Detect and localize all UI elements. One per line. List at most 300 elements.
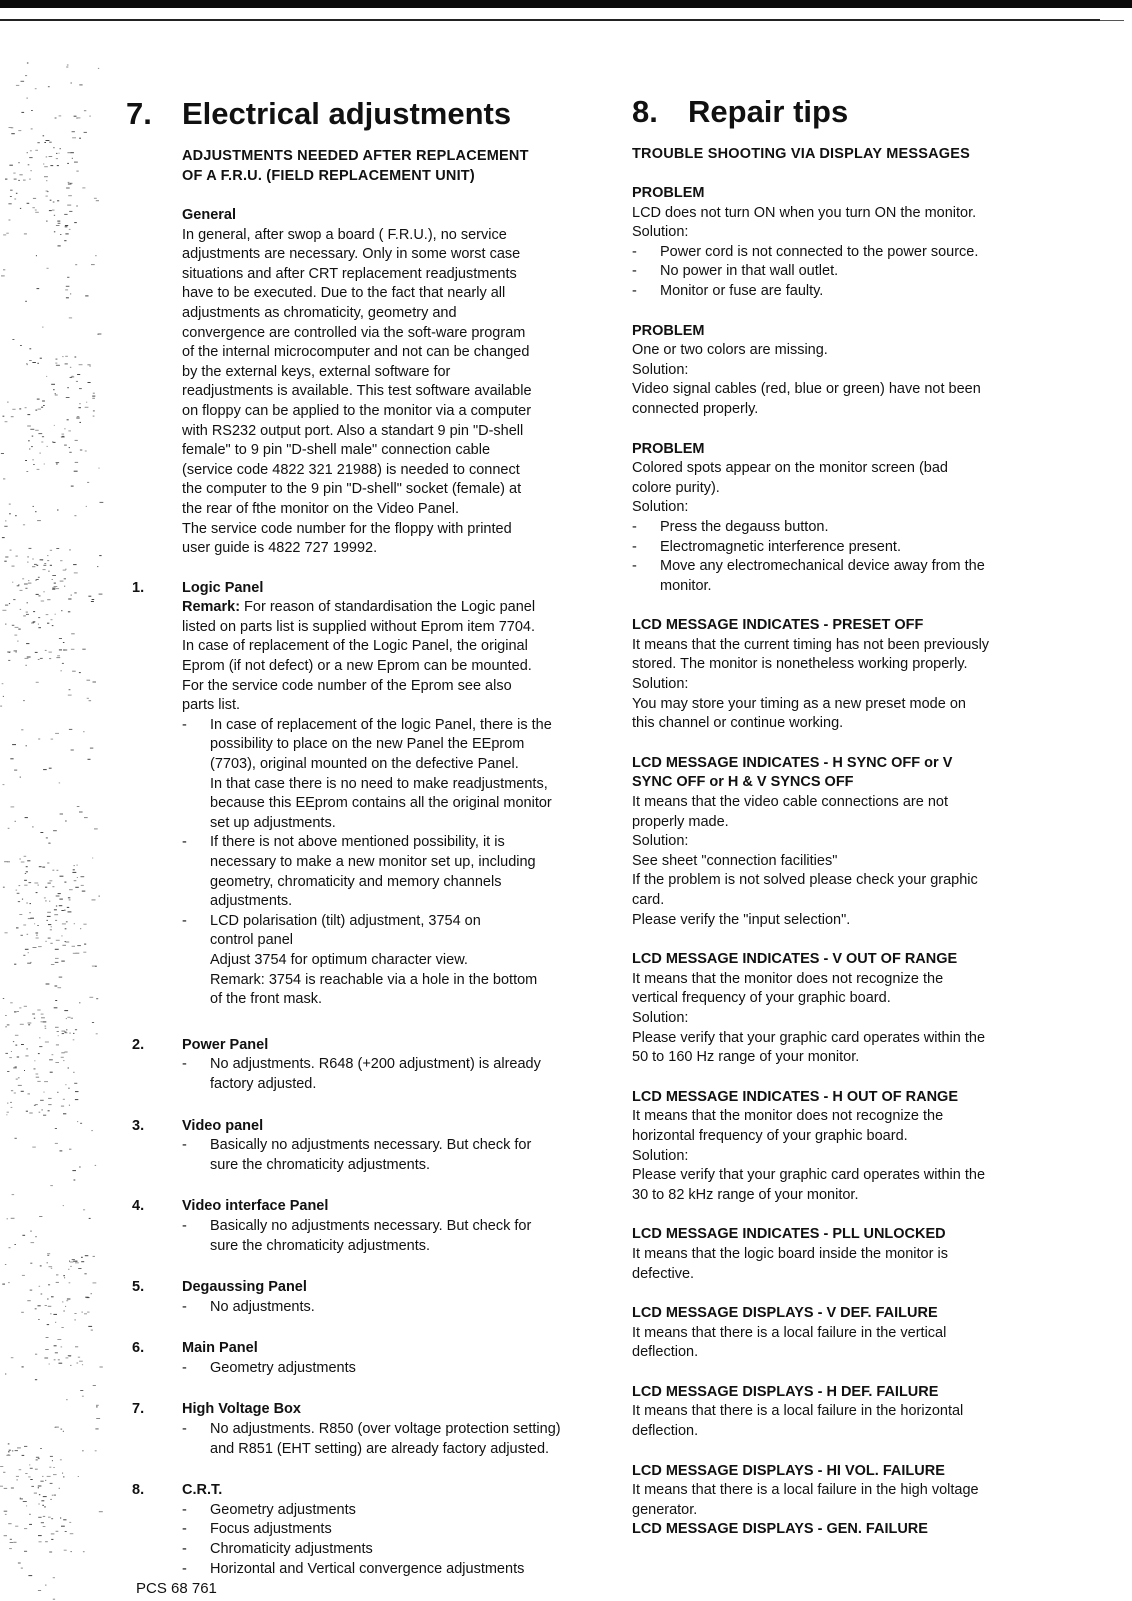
scan-speck bbox=[41, 1500, 44, 1501]
scan-speck bbox=[53, 1314, 57, 1315]
scan-speck bbox=[9, 603, 10, 604]
scan-speck bbox=[49, 156, 53, 157]
scan-speck bbox=[81, 885, 84, 886]
scan-speck bbox=[57, 1031, 59, 1032]
scan-speck bbox=[22, 1455, 25, 1456]
scan-speck bbox=[49, 768, 52, 769]
scan-speck bbox=[48, 1284, 50, 1285]
scan-speck bbox=[95, 966, 97, 967]
scan-speck bbox=[22, 1275, 25, 1276]
scan-speck bbox=[67, 1017, 70, 1018]
scan-speck bbox=[34, 1018, 35, 1019]
scan-speck bbox=[9, 1057, 12, 1058]
scan-speck bbox=[57, 200, 59, 201]
scan-speck bbox=[22, 578, 24, 579]
scan-speck bbox=[23, 925, 26, 926]
block-line: Please verify that your graphic card operates within the bbox=[632, 1029, 986, 1046]
scan-speck bbox=[48, 1110, 50, 1111]
scan-speck bbox=[39, 1037, 40, 1038]
block-heading: LCD MESSAGE DISPLAYS - V DEF. FAILURE bbox=[632, 1305, 938, 1322]
scan-speck bbox=[34, 1493, 37, 1494]
scan-speck bbox=[28, 580, 29, 581]
scan-speck bbox=[21, 935, 23, 936]
scan-speck bbox=[56, 657, 60, 658]
scan-speck bbox=[69, 452, 71, 453]
scan-speck bbox=[96, 998, 98, 999]
scan-speck bbox=[55, 920, 57, 921]
scan-speck bbox=[85, 407, 89, 408]
scan-speck bbox=[56, 225, 60, 226]
scan-speck bbox=[86, 1297, 89, 1298]
scan-speck bbox=[63, 1275, 65, 1276]
scan-speck bbox=[46, 984, 50, 985]
scan-speck bbox=[11, 1107, 13, 1108]
item-line: Eprom (if not defect) or a new Eprom can be mounted. bbox=[182, 658, 532, 675]
scan-speck bbox=[58, 893, 61, 894]
bullet-text bbox=[210, 716, 606, 834]
scan-speck bbox=[12, 339, 14, 340]
scan-speck bbox=[63, 1099, 65, 1100]
scan-speck bbox=[51, 1533, 55, 1534]
bullet-line: Chromaticity adjustments bbox=[210, 1541, 373, 1558]
scan-speck bbox=[31, 1486, 34, 1487]
scan-speck bbox=[56, 365, 60, 366]
scan-speck bbox=[15, 1138, 17, 1139]
scan-speck bbox=[84, 1313, 87, 1314]
bullet-line: Focus adjustments bbox=[210, 1521, 332, 1538]
dash-bullet bbox=[182, 1560, 606, 1580]
scan-speck bbox=[0, 1486, 3, 1487]
scan-speck bbox=[37, 520, 41, 521]
bullet-line: LCD polarisation (tilt) adjustment, 3754 on bbox=[210, 912, 481, 929]
scan-speck bbox=[21, 112, 24, 113]
scan-speck bbox=[79, 388, 82, 389]
scan-speck bbox=[49, 210, 52, 211]
scan-speck bbox=[52, 442, 54, 443]
scan-speck bbox=[20, 590, 23, 591]
scan-speck bbox=[30, 1231, 31, 1232]
bullet-text bbox=[210, 1217, 606, 1256]
bullet-line: In that case there is no need to make readjustments, bbox=[210, 775, 548, 792]
scan-speck bbox=[15, 515, 17, 516]
scan-speck bbox=[18, 1085, 22, 1086]
scan-speck bbox=[43, 1496, 47, 1497]
block-line: Solution: bbox=[632, 1009, 689, 1026]
general-line: readjustments is available. This test software available bbox=[182, 383, 532, 400]
scan-speck bbox=[54, 1345, 57, 1346]
scan-speck bbox=[30, 170, 32, 171]
scan-speck bbox=[45, 1349, 49, 1350]
scan-speck bbox=[36, 1077, 39, 1078]
scan-speck bbox=[34, 923, 35, 924]
adjustment-item bbox=[126, 579, 606, 1010]
scan-speck bbox=[33, 198, 36, 199]
bullet-text bbox=[210, 1560, 606, 1580]
scan-speck bbox=[7, 1024, 10, 1025]
scan-speck bbox=[66, 1357, 69, 1358]
scan-speck bbox=[71, 633, 75, 634]
scan-speck bbox=[24, 1006, 27, 1007]
scan-speck bbox=[36, 938, 39, 939]
scan-speck bbox=[56, 1282, 59, 1283]
scan-speck bbox=[51, 1296, 54, 1297]
dash-bullet bbox=[182, 1055, 606, 1094]
scan-speck bbox=[40, 832, 43, 833]
scan-speck bbox=[38, 1535, 42, 1536]
scan-speck bbox=[44, 464, 45, 465]
scan-speck bbox=[25, 1473, 27, 1474]
scan-speck bbox=[91, 601, 94, 602]
bullet-line: factory adjusted. bbox=[210, 1075, 317, 1092]
scan-speck bbox=[50, 943, 52, 944]
scan-speck bbox=[31, 1242, 35, 1243]
scan-speck bbox=[56, 1044, 59, 1045]
scan-speck bbox=[14, 179, 17, 180]
bullet-text bbox=[210, 1359, 606, 1379]
scan-speck bbox=[79, 422, 81, 423]
scan-speck bbox=[37, 363, 39, 364]
scan-speck bbox=[68, 184, 72, 185]
scan-speck bbox=[54, 1007, 58, 1008]
scan-speck bbox=[11, 1218, 15, 1219]
scan-speck bbox=[44, 897, 46, 898]
scan-speck bbox=[17, 1011, 19, 1012]
troubleshooting-block bbox=[632, 1462, 1102, 1521]
scan-speck bbox=[36, 255, 37, 256]
dash-mark: - bbox=[182, 1541, 187, 1558]
scan-speck bbox=[60, 234, 61, 235]
bullet-text bbox=[210, 1520, 606, 1540]
block-line: It means that the video cable connections are not bbox=[632, 794, 948, 811]
scan-speck bbox=[64, 910, 65, 911]
scan-speck bbox=[17, 585, 20, 586]
block-line: vertical frequency of your graphic board. bbox=[632, 990, 891, 1007]
scan-speck bbox=[41, 442, 43, 443]
scan-speck bbox=[36, 935, 38, 936]
scan-speck bbox=[11, 1090, 13, 1091]
scan-speck bbox=[41, 1017, 45, 1018]
adjustment-item bbox=[126, 1197, 606, 1256]
scan-speck bbox=[49, 658, 51, 659]
scan-speck bbox=[73, 865, 75, 866]
scan-speck bbox=[74, 592, 76, 593]
scan-speck bbox=[64, 214, 67, 215]
scan-speck bbox=[79, 812, 83, 813]
scan-speck bbox=[70, 377, 73, 378]
scan-speck bbox=[12, 409, 15, 410]
scan-speck bbox=[23, 180, 26, 181]
scan-speck bbox=[73, 564, 77, 565]
bullet-line: Basically no adjustments necessary. But check for bbox=[210, 1217, 532, 1234]
scan-speck bbox=[48, 86, 50, 87]
block-heading: LCD MESSAGE INDICATES - PRESET OFF bbox=[632, 617, 924, 634]
scan-speck bbox=[76, 118, 78, 119]
scan-speck bbox=[27, 414, 30, 415]
scan-speck bbox=[15, 1045, 17, 1046]
general-label: General bbox=[182, 207, 236, 223]
scan-speck bbox=[54, 231, 55, 232]
scan-speck bbox=[77, 374, 80, 375]
scan-speck bbox=[55, 393, 56, 394]
scan-speck bbox=[58, 1359, 60, 1360]
scan-speck bbox=[3, 998, 4, 999]
bullet-line: (7703), original mounted on the defective Panel. bbox=[210, 756, 519, 773]
scan-speck bbox=[53, 147, 55, 148]
scan-speck bbox=[99, 1511, 103, 1512]
block-heading: LCD MESSAGE INDICATES - H OUT OF RANGE bbox=[632, 1088, 958, 1105]
scan-speck bbox=[69, 447, 70, 448]
troubleshooting-subheading: TROUBLE SHOOTING VIA DISPLAY MESSAGES bbox=[632, 146, 970, 162]
scan-speck bbox=[92, 599, 95, 600]
scan-speck bbox=[67, 419, 69, 420]
adjustment-item bbox=[126, 1036, 606, 1095]
top-rule-end bbox=[1100, 20, 1124, 21]
scan-speck bbox=[41, 1294, 43, 1295]
scan-speck bbox=[75, 264, 77, 265]
scan-speck bbox=[69, 229, 71, 230]
scan-speck bbox=[53, 1467, 55, 1468]
scan-speck bbox=[33, 947, 37, 948]
block-line: stored. The monitor is nonetheless working properly. bbox=[632, 656, 968, 673]
scan-speck bbox=[63, 642, 65, 643]
scan-speck bbox=[58, 1035, 59, 1036]
general-line: (service code 4822 321 21988) is needed to connect bbox=[182, 461, 520, 478]
scan-speck bbox=[56, 588, 59, 589]
scan-speck bbox=[36, 892, 38, 893]
scan-speck bbox=[56, 464, 58, 465]
scan-speck bbox=[16, 1476, 19, 1477]
scan-speck bbox=[73, 1261, 77, 1262]
scan-speck bbox=[27, 963, 31, 964]
dash-mark: - bbox=[182, 1137, 187, 1154]
scan-speck bbox=[75, 1099, 78, 1100]
scan-speck bbox=[33, 464, 34, 465]
item-body bbox=[182, 579, 606, 1010]
general-line: user guide is 4822 727 19992. bbox=[182, 540, 378, 557]
scan-speck bbox=[12, 1194, 15, 1195]
scan-speck bbox=[36, 1074, 39, 1075]
block-line: It means that there is a local failure in the high voltage bbox=[632, 1482, 979, 1499]
bullet-line: Power cord is not connected to the power source. bbox=[660, 243, 979, 260]
scan-speck bbox=[63, 570, 66, 571]
scan-speck bbox=[24, 584, 28, 585]
scan-speck bbox=[23, 955, 25, 956]
item-body bbox=[182, 1400, 606, 1459]
scan-speck bbox=[27, 860, 30, 861]
block-line: Solution: bbox=[632, 361, 689, 378]
scan-speck bbox=[22, 1235, 25, 1236]
scan-speck bbox=[9, 127, 13, 128]
scan-speck bbox=[66, 1300, 68, 1301]
scan-speck bbox=[32, 362, 36, 363]
scan-speck bbox=[69, 899, 71, 900]
scan-speck bbox=[33, 622, 35, 623]
scan-speck bbox=[19, 174, 22, 175]
bullet-line: geometry, chromaticity and memory channels bbox=[210, 873, 502, 890]
dash-mark: - bbox=[182, 912, 187, 929]
scan-speck bbox=[29, 1113, 32, 1114]
scan-speck bbox=[70, 1533, 74, 1534]
scan-speck bbox=[28, 1023, 32, 1024]
item-number: 6. bbox=[132, 1340, 145, 1357]
scan-speck bbox=[10, 1539, 12, 1540]
scan-speck bbox=[43, 1115, 46, 1116]
dash-bullet bbox=[182, 1136, 606, 1175]
scan-speck bbox=[69, 689, 71, 690]
scan-speck bbox=[39, 1216, 42, 1217]
scan-speck bbox=[55, 1352, 58, 1353]
scan-speck bbox=[50, 929, 52, 930]
scan-speck bbox=[30, 1263, 32, 1264]
block-line: It means that the logic board inside the monitor is bbox=[632, 1245, 948, 1262]
block-line: One or two colors are missing. bbox=[632, 342, 828, 359]
item-number: 3. bbox=[132, 1117, 145, 1134]
scan-speck bbox=[11, 416, 14, 417]
scan-speck bbox=[57, 221, 60, 222]
scan-speck bbox=[13, 1067, 17, 1068]
scan-speck bbox=[74, 1313, 76, 1314]
scan-speck bbox=[64, 578, 66, 579]
scan-speck bbox=[38, 659, 40, 660]
scan-speck bbox=[35, 88, 37, 89]
scan-speck bbox=[29, 548, 32, 549]
scan-speck bbox=[57, 510, 59, 511]
scan-speck bbox=[59, 899, 63, 900]
block-line: Video signal cables (red, blue or green) have not been bbox=[632, 381, 981, 398]
scan-speck bbox=[39, 1046, 42, 1047]
item-line: listed on parts list is supplied without Eprom item 7704. bbox=[182, 618, 536, 635]
scan-speck bbox=[24, 1446, 27, 1447]
scan-speck bbox=[65, 363, 68, 364]
scan-speck bbox=[79, 364, 83, 365]
scan-speck bbox=[55, 733, 59, 734]
scan-speck bbox=[49, 1364, 50, 1365]
scan-speck bbox=[69, 211, 72, 212]
scan-speck bbox=[47, 1262, 48, 1263]
scan-speck bbox=[48, 1306, 52, 1307]
block-line: Solution: bbox=[632, 676, 689, 693]
scan-speck bbox=[12, 582, 13, 583]
scan-speck bbox=[83, 952, 86, 953]
scan-speck bbox=[55, 949, 59, 950]
troubleshooting-block bbox=[632, 1225, 1102, 1284]
scan-speck bbox=[52, 1460, 53, 1461]
scan-speck bbox=[2, 537, 5, 538]
scan-speck bbox=[83, 1551, 85, 1552]
scan-speck bbox=[56, 158, 58, 159]
general-line: of the internal microcomputer and not can be changed bbox=[182, 344, 530, 361]
scan-speck bbox=[70, 1266, 72, 1267]
scan-speck bbox=[8, 828, 10, 829]
scan-speck bbox=[93, 410, 95, 411]
scan-speck bbox=[59, 1488, 60, 1489]
scan-speck bbox=[35, 212, 39, 213]
scan-speck bbox=[28, 583, 32, 584]
block-line: Solution: bbox=[632, 833, 689, 850]
scan-speck bbox=[31, 623, 34, 624]
scan-speck bbox=[45, 1541, 48, 1542]
scan-speck bbox=[74, 572, 78, 573]
scan-speck bbox=[60, 814, 63, 815]
section-number: 7. bbox=[126, 96, 152, 131]
scan-speck bbox=[65, 1084, 66, 1085]
scan-speck bbox=[46, 221, 47, 222]
scan-speck bbox=[38, 595, 40, 596]
scan-speck bbox=[93, 1282, 97, 1283]
scan-speck bbox=[24, 885, 27, 886]
scan-speck bbox=[35, 652, 38, 653]
scan-speck bbox=[26, 98, 28, 99]
scan-speck bbox=[10, 190, 13, 191]
scan-speck bbox=[88, 596, 91, 597]
scan-speck bbox=[64, 1052, 67, 1053]
scan-speck bbox=[53, 202, 55, 203]
scan-speck bbox=[44, 166, 48, 167]
scan-speck bbox=[6, 1455, 10, 1456]
scan-speck bbox=[55, 1062, 59, 1063]
scan-speck bbox=[83, 1209, 85, 1210]
scan-speck bbox=[38, 409, 41, 410]
scan-speck bbox=[35, 430, 39, 431]
scan-speck bbox=[51, 384, 55, 385]
scan-speck bbox=[35, 1379, 37, 1380]
scan-speck bbox=[60, 581, 64, 582]
scan-speck bbox=[51, 1268, 52, 1269]
scan-speck bbox=[79, 1167, 81, 1168]
scan-speck bbox=[82, 1364, 83, 1365]
scan-speck bbox=[56, 359, 58, 360]
scan-speck bbox=[42, 327, 43, 328]
scan-speck bbox=[63, 1060, 64, 1061]
scan-speck bbox=[52, 870, 54, 871]
scan-speck bbox=[46, 376, 47, 377]
dash-mark: - bbox=[632, 518, 637, 535]
scan-speck bbox=[43, 135, 45, 136]
scan-speck bbox=[78, 1476, 79, 1477]
bullet-line: If there is not above mentioned possibility, it is bbox=[210, 834, 505, 851]
scan-speck bbox=[13, 173, 15, 174]
bullet-line: No adjustments. R648 (+200 adjustment) is already bbox=[210, 1056, 541, 1073]
scan-speck bbox=[47, 863, 49, 864]
scan-speck bbox=[72, 137, 76, 138]
scan-speck bbox=[41, 1109, 43, 1110]
scan-speck bbox=[46, 920, 48, 921]
scan-speck bbox=[51, 619, 53, 620]
scan-speck bbox=[67, 1299, 71, 1300]
scan-speck bbox=[59, 649, 62, 650]
dash-bullet bbox=[182, 912, 606, 1010]
scan-speck bbox=[20, 1024, 24, 1025]
scan-speck bbox=[46, 196, 48, 197]
scan-speck bbox=[4, 861, 8, 862]
scan-speck bbox=[95, 1165, 96, 1166]
scan-speck bbox=[79, 407, 82, 408]
scan-speck bbox=[49, 652, 52, 653]
scan-speck bbox=[9, 504, 11, 505]
scan-speck bbox=[26, 866, 28, 867]
scan-speck bbox=[28, 1024, 30, 1025]
scan-speck bbox=[48, 924, 51, 925]
scan-speck bbox=[26, 612, 28, 613]
scan-speck bbox=[77, 416, 80, 417]
scan-speck bbox=[9, 165, 13, 166]
scan-speck bbox=[72, 872, 76, 873]
scan-speck bbox=[31, 110, 33, 111]
scan-speck bbox=[19, 914, 22, 915]
scan-speck bbox=[70, 1365, 71, 1366]
scan-speck bbox=[26, 1505, 27, 1506]
dash-bullet bbox=[182, 1540, 606, 1560]
